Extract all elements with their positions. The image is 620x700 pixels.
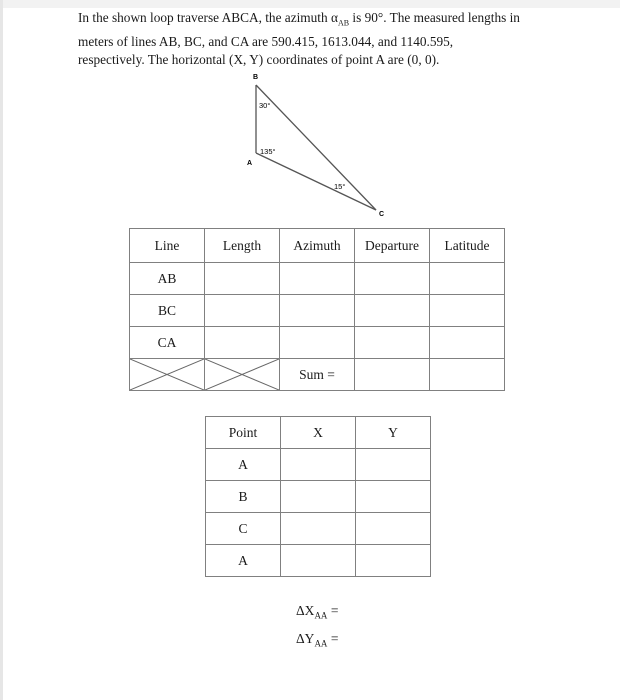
cell-azimuth-ab[interactable] bbox=[280, 263, 355, 295]
row-label-ca: CA bbox=[130, 327, 205, 359]
cell-azimuth-bc[interactable] bbox=[280, 295, 355, 327]
traverse-header-row bbox=[130, 229, 505, 263]
cell-x[interactable] bbox=[281, 449, 356, 481]
cell-sum-departure[interactable] bbox=[355, 359, 430, 391]
label-point-b: B bbox=[253, 74, 259, 81]
cell-departure-bc[interactable] bbox=[355, 295, 430, 327]
cell-departure-ca[interactable] bbox=[355, 327, 430, 359]
closure-dx: $\Delta X_{AA}$ = bbox=[296, 603, 339, 621]
crossed-cell-line bbox=[130, 359, 205, 391]
header-azimuth: Azimuth bbox=[280, 229, 355, 263]
crossed-cell-length bbox=[205, 359, 280, 391]
cell-x[interactable] bbox=[281, 481, 356, 513]
cell-y[interactable] bbox=[356, 449, 431, 481]
point-label: B bbox=[206, 481, 281, 513]
table-row bbox=[130, 263, 505, 295]
cell-length-ab[interactable] bbox=[205, 263, 280, 295]
coordinate-table bbox=[205, 416, 431, 577]
table-row bbox=[206, 545, 431, 577]
table-row bbox=[130, 327, 505, 359]
label-angle-b: 30° bbox=[259, 101, 271, 110]
table-row bbox=[130, 295, 505, 327]
point-label: A bbox=[206, 449, 281, 481]
problem-statement bbox=[78, 9, 578, 69]
cell-y[interactable] bbox=[356, 513, 431, 545]
label-point-a: A bbox=[247, 160, 253, 167]
header-length: Length bbox=[205, 229, 280, 263]
left-edge bbox=[0, 0, 3, 700]
top-bar bbox=[0, 0, 620, 8]
sum-label: Sum = bbox=[280, 359, 355, 391]
line-ca bbox=[256, 153, 376, 210]
cell-x[interactable] bbox=[281, 513, 356, 545]
table-row bbox=[206, 449, 431, 481]
sum-row bbox=[130, 359, 505, 391]
cell-latitude-bc[interactable] bbox=[430, 295, 505, 327]
table-row bbox=[206, 513, 431, 545]
cell-azimuth-ca[interactable] bbox=[280, 327, 355, 359]
header-line: Line bbox=[130, 229, 205, 263]
cell-latitude-ab[interactable] bbox=[430, 263, 505, 295]
label-angle-c: 15° bbox=[334, 182, 346, 191]
coordinate-header-row bbox=[206, 417, 431, 449]
point-label: C bbox=[206, 513, 281, 545]
problem-line-2: meters of lines AB, BC, and CA are 590.415, 1613.044, and 1140.595, bbox=[78, 33, 454, 49]
cell-departure-ab[interactable] bbox=[355, 263, 430, 295]
closure-dy: $\Delta Y_{AA}$ = bbox=[296, 631, 339, 649]
label-angle-a: 135° bbox=[260, 147, 276, 156]
header-x: X bbox=[281, 417, 356, 449]
cell-y[interactable] bbox=[356, 545, 431, 577]
table-row bbox=[206, 481, 431, 513]
cell-y[interactable] bbox=[356, 481, 431, 513]
problem-line-1: In the shown loop traverse ABCA, the azimuth $\alpha_{AB}$ is 90°. The measured lengths in bbox=[78, 10, 520, 28]
header-point: Point bbox=[206, 417, 281, 449]
cell-x[interactable] bbox=[281, 545, 356, 577]
header-y: Y bbox=[356, 417, 431, 449]
cell-sum-latitude[interactable] bbox=[430, 359, 505, 391]
header-latitude: Latitude bbox=[430, 229, 505, 263]
point-label: A bbox=[206, 545, 281, 577]
traverse-table bbox=[129, 228, 505, 391]
header-departure: Departure bbox=[355, 229, 430, 263]
problem-line-3: respectively. The horizontal (X, Y) coordinates of point A are (0, 0). bbox=[78, 51, 440, 67]
cell-latitude-ca[interactable] bbox=[430, 327, 505, 359]
label-point-c: C bbox=[379, 211, 385, 218]
cell-length-ca[interactable] bbox=[205, 327, 280, 359]
row-label-bc: BC bbox=[130, 295, 205, 327]
traverse-diagram bbox=[230, 68, 400, 226]
cell-length-bc[interactable] bbox=[205, 295, 280, 327]
row-label-ab: AB bbox=[130, 263, 205, 295]
